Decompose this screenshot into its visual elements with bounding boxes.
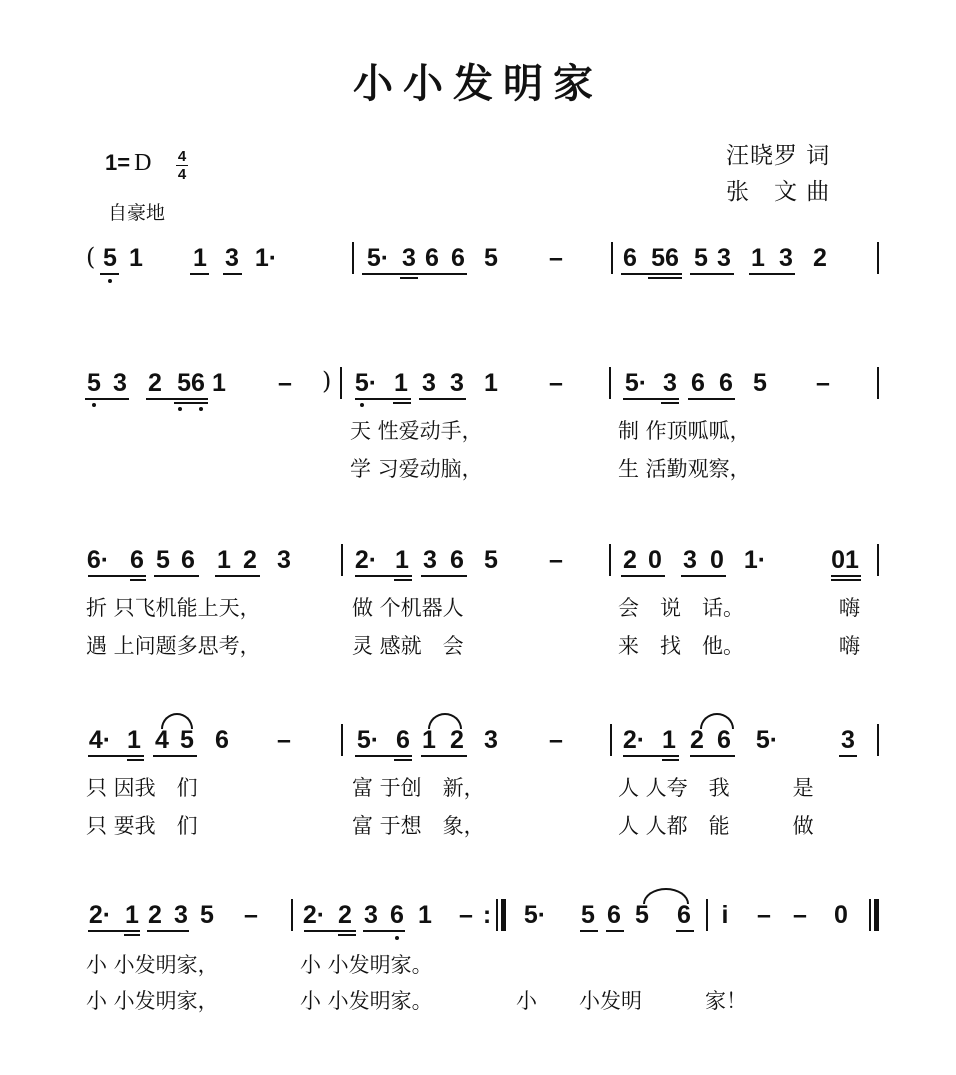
barline bbox=[611, 242, 613, 274]
dash: – bbox=[244, 901, 258, 929]
note: 5 bbox=[87, 369, 101, 397]
note: 5 bbox=[156, 546, 170, 574]
note: 1 bbox=[418, 901, 432, 929]
note: 6 bbox=[719, 369, 733, 397]
note: 2 bbox=[338, 901, 352, 929]
slur bbox=[643, 888, 689, 904]
note: 56 bbox=[177, 369, 205, 397]
lyrics-verse1: 做 个机器人 bbox=[352, 596, 464, 620]
lyrics-verse1: 嗨 bbox=[839, 596, 860, 620]
lyrics-verse2: 灵 感就 会 bbox=[352, 634, 464, 658]
note: 4 bbox=[155, 726, 169, 754]
note: 3 bbox=[174, 901, 188, 929]
note: 6 bbox=[717, 726, 731, 754]
lyrics-verse2: 小 小发明家。 bbox=[300, 989, 433, 1013]
note: 6 bbox=[390, 901, 404, 929]
dash: – bbox=[277, 726, 291, 754]
note: 2· bbox=[622, 726, 646, 754]
note: 1 bbox=[394, 369, 408, 397]
lyrics-verse2: 学 习爱动脑， bbox=[350, 457, 483, 481]
note: 6 bbox=[130, 546, 144, 574]
note: 6 bbox=[425, 244, 439, 272]
note: 6 bbox=[181, 546, 195, 574]
slur bbox=[700, 713, 734, 729]
lyrics-verse2: 生 活勤观察， bbox=[618, 457, 751, 481]
note: 3 bbox=[717, 244, 731, 272]
dash: – bbox=[793, 901, 807, 929]
time-sig-top: 4 bbox=[177, 148, 187, 165]
dash: – bbox=[549, 244, 563, 272]
lyricist-credit: 汪晓罗 词 bbox=[726, 143, 831, 169]
note: 1· bbox=[743, 546, 767, 574]
dash: – bbox=[549, 369, 563, 397]
note: 1 bbox=[395, 546, 409, 574]
note: 2 bbox=[243, 546, 257, 574]
note: 6 bbox=[396, 726, 410, 754]
note: 2 bbox=[148, 901, 162, 929]
note: 5· bbox=[366, 244, 390, 272]
note: 1 bbox=[129, 244, 143, 272]
lyrics-verse1: 只 因我 们 bbox=[86, 776, 198, 800]
note: 01 bbox=[831, 546, 859, 574]
key-label: 1= bbox=[105, 150, 131, 175]
dash: – bbox=[549, 726, 563, 754]
note: 3 bbox=[779, 244, 793, 272]
note: 3 bbox=[422, 369, 436, 397]
slur bbox=[428, 713, 462, 729]
lyrics-verse2: 遇 上问题多思考， bbox=[86, 634, 261, 658]
repeat-barline bbox=[501, 899, 506, 931]
barline bbox=[340, 367, 342, 399]
dash: – bbox=[278, 369, 292, 397]
barline bbox=[877, 242, 879, 274]
note: 6 bbox=[623, 244, 637, 272]
note: 3 bbox=[277, 546, 291, 574]
note: 3 bbox=[364, 901, 378, 929]
lyrics-verse1: 制 作顶呱呱， bbox=[618, 419, 751, 443]
note: 1· bbox=[254, 244, 278, 272]
note-high-do: i bbox=[721, 901, 729, 929]
note: 1 bbox=[217, 546, 231, 574]
note: 5 bbox=[581, 901, 595, 929]
barline bbox=[609, 544, 611, 576]
note: 1 bbox=[193, 244, 207, 272]
lyrics-coda: 小 小发明 家！ bbox=[516, 989, 747, 1013]
note: 2· bbox=[302, 901, 326, 929]
slur bbox=[161, 713, 193, 729]
note: 3 bbox=[450, 369, 464, 397]
tempo-marking: 自豪地 bbox=[108, 202, 166, 224]
time-sig-bottom: 4 bbox=[177, 166, 187, 183]
note: 0 bbox=[710, 546, 724, 574]
barline bbox=[341, 724, 343, 756]
note: 2· bbox=[88, 901, 112, 929]
lyrics-verse2: 只 要我 们 bbox=[86, 814, 198, 838]
note: 6· bbox=[86, 546, 110, 574]
note: 2 bbox=[813, 244, 827, 272]
key-note: D bbox=[134, 150, 152, 176]
close-paren: ) bbox=[322, 367, 332, 395]
barline bbox=[706, 899, 708, 931]
open-paren: ( bbox=[86, 243, 96, 271]
lyrics-verse1: 天 性爱动手， bbox=[350, 419, 483, 443]
note: 3 bbox=[683, 546, 697, 574]
composer-credit: 张 文 曲 bbox=[726, 179, 831, 205]
note: 56 bbox=[651, 244, 679, 272]
lyrics-verse1: 小 小发明家， bbox=[86, 953, 219, 977]
note: 3 bbox=[663, 369, 677, 397]
note: 3 bbox=[402, 244, 416, 272]
barline bbox=[877, 724, 879, 756]
note: 5 bbox=[484, 546, 498, 574]
note: 3 bbox=[484, 726, 498, 754]
repeat-dots: : bbox=[482, 901, 492, 929]
barline bbox=[352, 242, 354, 274]
note: 5· bbox=[354, 369, 378, 397]
note: 0 bbox=[648, 546, 662, 574]
lyrics-verse2: 嗨 bbox=[839, 634, 860, 658]
note: 3 bbox=[841, 726, 855, 754]
note: 5· bbox=[523, 901, 547, 929]
barline bbox=[609, 367, 611, 399]
note: 1 bbox=[751, 244, 765, 272]
note: 5 bbox=[200, 901, 214, 929]
lyrics-verse1: 折 只飞机能上天， bbox=[86, 596, 261, 620]
note: 5 bbox=[484, 244, 498, 272]
note: 5· bbox=[356, 726, 380, 754]
barline bbox=[610, 724, 612, 756]
lyrics-verse2: 来 找 他。 bbox=[618, 634, 744, 658]
lyrics-verse1: 小 小发明家。 bbox=[300, 953, 433, 977]
note: 5 bbox=[103, 244, 117, 272]
note: 3 bbox=[113, 369, 127, 397]
song-title: 小小发明家 bbox=[353, 60, 603, 107]
key-signature bbox=[105, 150, 151, 177]
note: 5 bbox=[694, 244, 708, 272]
note: 2· bbox=[354, 546, 378, 574]
note: 1 bbox=[212, 369, 226, 397]
lyrics-verse2: 富 于想 象， bbox=[352, 814, 485, 838]
dash: – bbox=[757, 901, 771, 929]
repeat-barline bbox=[496, 899, 498, 931]
note: 5 bbox=[635, 901, 649, 929]
rest: 0 bbox=[834, 901, 848, 929]
note: 2 bbox=[623, 546, 637, 574]
lyrics-verse1: 人 人夸 我 是 bbox=[618, 776, 814, 800]
final-barline bbox=[874, 899, 879, 931]
time-signature bbox=[176, 148, 188, 183]
final-barline bbox=[869, 899, 871, 931]
note: 4· bbox=[88, 726, 112, 754]
note: 6 bbox=[677, 901, 691, 929]
note: 2 bbox=[690, 726, 704, 754]
note: 5 bbox=[180, 726, 194, 754]
note: 6 bbox=[450, 546, 464, 574]
lyrics-verse2: 小 小发明家， bbox=[86, 989, 219, 1013]
dash: – bbox=[549, 546, 563, 574]
barline bbox=[291, 899, 293, 931]
note: 1 bbox=[127, 726, 141, 754]
lyrics-verse1: 会 说 话。 bbox=[618, 596, 744, 620]
note: 5· bbox=[755, 726, 779, 754]
dash: – bbox=[816, 369, 830, 397]
note: 1 bbox=[125, 901, 139, 929]
barline bbox=[877, 367, 879, 399]
note: 2 bbox=[148, 369, 162, 397]
note: 6 bbox=[691, 369, 705, 397]
dash: – bbox=[459, 901, 473, 929]
note: 5· bbox=[624, 369, 648, 397]
note: 5 bbox=[753, 369, 767, 397]
barline bbox=[877, 544, 879, 576]
barline bbox=[341, 544, 343, 576]
note: 3 bbox=[423, 546, 437, 574]
note: 1 bbox=[662, 726, 676, 754]
lyrics-verse2: 人 人都 能 做 bbox=[618, 814, 814, 838]
note: 6 bbox=[215, 726, 229, 754]
note: 6 bbox=[451, 244, 465, 272]
note: 6 bbox=[607, 901, 621, 929]
lyrics-verse1: 富 于创 新， bbox=[352, 776, 485, 800]
note: 3 bbox=[225, 244, 239, 272]
note: 1 bbox=[484, 369, 498, 397]
note: 1 bbox=[422, 726, 436, 754]
note: 2 bbox=[450, 726, 464, 754]
